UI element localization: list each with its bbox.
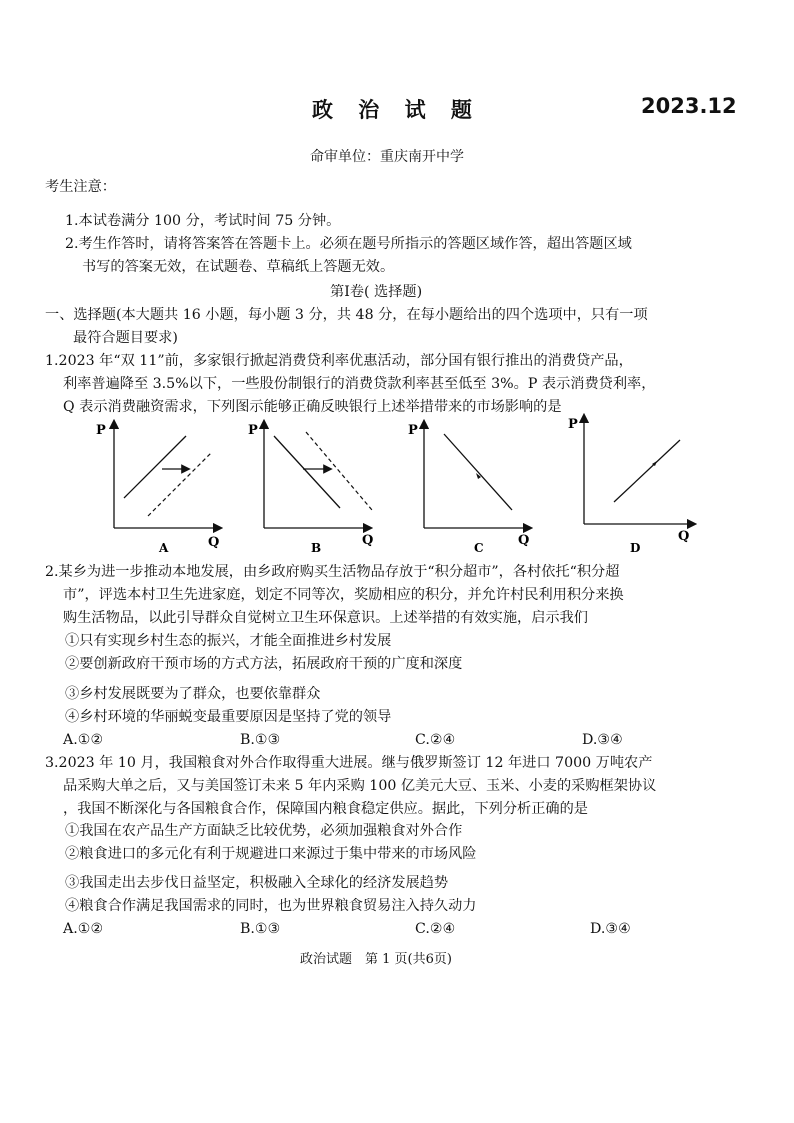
notice-item-2-cont: 书写的答案无效，在试题卷、草稿纸上答题无效。 (82, 259, 395, 275)
q3-option-c: C.②④ (415, 921, 456, 937)
graph-d-y-label: P (568, 417, 578, 432)
q2-option-d: D.③④ (582, 732, 623, 748)
q2-option-b: B.①③ (240, 732, 281, 748)
part-heading: 第Ⅰ卷( 选择题) (330, 284, 423, 300)
graph-c-x-label: Q (518, 533, 530, 548)
notice-item-1: 1.本试卷满分 100 分，考试时间 75 分钟。 (65, 213, 341, 229)
q1-graph-d (560, 412, 710, 562)
graph-a-letter: A (159, 541, 169, 555)
q1-graph-a (90, 418, 230, 562)
graph-c-letter: C (474, 541, 484, 555)
q1-stem-line3: Q 表示消费融资需求，下列图示能够正确反映银行上述举措带来的市场影响的是 (63, 399, 562, 415)
q3-statement-3: ③我国走出去步伐日益坚定，积极融入全球化的经济发展趋势 (65, 875, 449, 891)
q2-statement-2: ②要创新政府干预市场的方式方法，拓展政府干预的广度和深度 (65, 656, 463, 672)
q3-stem-line2: 品采购大单之后，又与美国签订未来 5 年内采购 100 亿美元大豆、玉米、小麦的采购框架协议 (63, 778, 657, 794)
graph-d-x-label: Q (678, 529, 690, 544)
q3-stem-line1: 3.2023 年 10 月，我国粮食对外合作取得重大进展。继与俄罗斯签订 12 年进口 7000 万吨农产 (45, 755, 653, 771)
q2-stem-line2: 市”，评选本村卫生先进家庭，划定不同等次，奖励相应的积分，并允许村民利用积分来换 (63, 587, 624, 603)
organizer-line: 命审单位：重庆南开中学 (310, 149, 464, 165)
graph-a-y-label: P (96, 423, 106, 438)
section-heading-line2: 最符合题目要求) (73, 330, 178, 346)
section-heading-line1: 一、选择题(本大题共 16 小题，每小题 3 分，共 48 分，在每小题给出的四个选项中，只有一项 (45, 307, 648, 323)
q2-option-a: A.①② (63, 732, 104, 748)
q3-statement-2: ②粮食进口的多元化有利于规避进口来源过于集中带来的市场风险 (65, 846, 477, 862)
notice-item-2: 2.考生作答时，请将答案答在答题卡上。必须在题号所指示的答题区域作答，超出答题区域 (65, 236, 632, 252)
q2-option-c: C.②④ (415, 732, 456, 748)
notice-heading: 考生注意： (45, 179, 116, 195)
q2-statement-1: ①只有实现乡村生态的振兴，才能全面推进乡村发展 (65, 633, 392, 649)
q3-option-a: A.①② (63, 921, 104, 937)
q1-stem-line2: 利率普遍降至 3.5%以下，一些股份制银行的消费贷款利率甚至低至 3%。P 表示消费贷利率， (63, 376, 656, 392)
q2-statement-4: ④乡村环境的华丽蜕变最重要原因是坚持了党的领导 (65, 709, 392, 725)
q3-option-b: B.①③ (240, 921, 281, 937)
q3-option-d: D.③④ (590, 921, 631, 937)
page-footer: 政治试题 第 1 页(共6页) (300, 952, 452, 967)
graph-a-x-label: Q (208, 535, 220, 550)
q3-statement-1: ①我国在农产品生产方面缺乏比较优势，必须加强粮食对外合作 (65, 823, 463, 839)
q1-stem-line1: 1.2023 年“双 11”前，多家银行掀起消费贷利率优惠活动，部分国有银行推出的消费贷产品， (45, 353, 633, 369)
q3-stem-line3: ，我国不断深化与各国粮食合作，保障国内粮食稳定供应。据此，下列分析正确的是 (63, 801, 588, 817)
exam-date: 2023.12 (641, 94, 737, 118)
q1-graph-c (400, 418, 540, 562)
graph-b-y-label: P (248, 423, 258, 438)
graph-c-y-label: P (408, 423, 418, 438)
graph-b-x-label: Q (362, 533, 374, 548)
graph-b-letter: B (311, 541, 322, 555)
q3-statement-4: ④粮食合作满足我国需求的同时，也为世界粮食贸易注入持久动力 (65, 898, 477, 914)
q1-graph-b (240, 418, 380, 562)
q2-statement-3: ③乡村发展既要为了群众，也要依靠群众 (65, 686, 321, 702)
q2-stem-line3: 购生活物品，以此引导群众自觉树立卫生环保意识。上述举措的有效实施，启示我们 (63, 610, 588, 626)
graph-d-letter: D (630, 541, 641, 555)
exam-title: 政 治 试 题 (312, 97, 481, 122)
q2-stem-line1: 2.某乡为进一步推动本地发展，由乡政府购买生活物品存放于“积分超市”，各村依托“积分超 (45, 564, 620, 580)
